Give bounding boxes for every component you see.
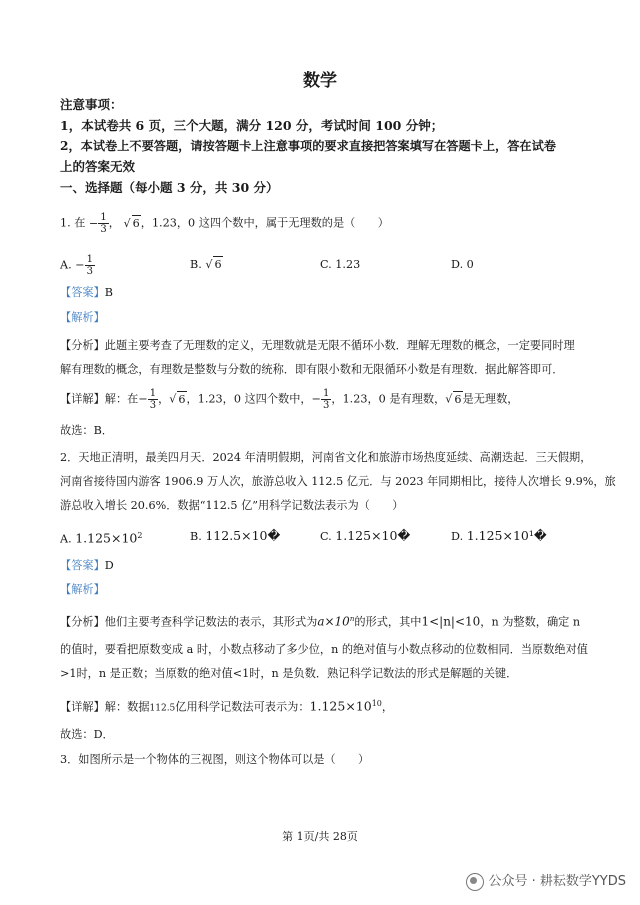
q2-fenxi-line-3: >1时，n 是正数；当原数的绝对值<1时，n 是负数．熟记科学记数法的形式是解题的关键． — [60, 667, 518, 680]
q1-detail-d: 是无理数， — [462, 392, 519, 406]
q2-option-c-value: 1.125×10� — [335, 528, 411, 543]
q2-detail-a: 【详解】解：数据 — [60, 700, 150, 714]
q1-frac-den: 3 — [100, 224, 107, 235]
page-title: 数学 — [303, 71, 337, 91]
q2-analysis-tag: 【解析】 — [60, 583, 105, 596]
q1-sqrt-value: 6 — [132, 216, 140, 230]
watermark — [466, 870, 626, 891]
q2-fenxi-ineq: 1<|n|<10 — [421, 614, 481, 629]
q1-option-a-label: A. — [60, 258, 72, 272]
q1-option-b-label: B. — [190, 258, 202, 271]
q2-option-b-value: 112.5×10� — [205, 528, 281, 543]
q1-detail-num-2: 1 — [323, 388, 330, 399]
q1-fenxi-line-2: 解有理数的概念，有理数是整数与分数的统称．即有限小数和无限循环小数是有理数．据此解答即可． — [60, 363, 564, 376]
q1-fenxi-line-1: 【分析】此题主要考查了无理数的定义，无理数就是无限不循环小数．理解无理数的概念，一定要同时理 — [60, 339, 575, 352]
q2-conclusion: 故选：D． — [60, 728, 114, 741]
q1-prefix: 1. 在 — [60, 216, 86, 230]
notice-heading: 注意事项： — [60, 97, 123, 112]
q1-option-a: A. − $\frac{1}{3}$ — [60, 254, 93, 277]
q2-line-1: 2．天地正清明，最美四月天．2024 年清明假期，河南省文化和旅游市场热度延续、高潮迭起．三天假期， — [60, 451, 592, 464]
q2-fenxi-n: n — [349, 615, 355, 623]
q1-option-d: D. 0 — [451, 258, 474, 271]
q1-detail-den: 3 — [149, 400, 157, 411]
q1-option-a-num: 1 — [86, 254, 93, 265]
q1-detail-num: 1 — [149, 388, 157, 399]
q2-fenxi-line-1 — [60, 612, 580, 630]
q2-option-a-base: 1.125×10 — [75, 530, 138, 546]
q2-fenxi-c: ，n 为整数，确定 n — [480, 615, 581, 629]
watermark-text: 公众号 · 耕耘数学YYDS — [488, 874, 626, 889]
q2-option-a-label: A. — [60, 532, 72, 546]
q1-neg-fraction: − $\frac{1}{3}$ — [88, 212, 107, 235]
notice-item-2-line-2: 上的答案无效 — [60, 159, 136, 174]
q1-detail-b: ，1.23，0 这四个数中， — [186, 392, 312, 406]
q1-detail-sqrt: 6 — [178, 392, 186, 406]
q2-line-2: 河南省接待国内游客 1906.9 万人次，旅游总收入 112.5 亿元．与 2023 年同期相比，接待人次增长 9.9%，旅 — [60, 475, 616, 488]
q1-detail-a: 【详解】解：在 — [60, 392, 139, 406]
q2-answer-value: D — [104, 559, 114, 572]
q2-option-c — [320, 528, 410, 544]
q2-detail-small: 112.5 — [149, 703, 176, 714]
q2-detail-value: 1.125×10 — [309, 698, 372, 714]
q1-detail: 【详解】解：在− $\frac{1}{3}$ ，√ 6，1.23，0 这四个数中，− $\frac{1}{3}$ ，1.23，0 是有理数，√ 6是无理数， — [60, 388, 519, 411]
section-heading: 一、选择题（每小题 3 分，共 30 分） — [60, 180, 279, 195]
page-footer: 第 1页/共 28页 — [282, 830, 358, 843]
q1-rest: ，1.23，0 这四个数中，属于无理数的是（ ） — [140, 216, 389, 230]
q2-option-b — [190, 528, 280, 544]
q2-option-d — [451, 528, 547, 544]
q2-line-3: 游总收入增长 20.6%．数据“112.5 亿”用科学记数法表示为（ ） — [60, 499, 404, 512]
q1-conclusion: 故选：B． — [60, 424, 113, 437]
q3-line-1: 3．如图所示是一个物体的三视图，则这个物体可以是（ ） — [60, 753, 370, 766]
q2-detail-end: ， — [381, 700, 394, 714]
q1-option-c: C. 1.23 — [320, 258, 361, 271]
q1-option-b: B. √ 6 — [190, 258, 222, 271]
q2-option-c-label: C. — [320, 530, 332, 543]
q1-analysis-tag: 【解析】 — [60, 311, 105, 324]
q2-option-a — [60, 528, 142, 547]
q2-detail-exp: 10 — [371, 699, 382, 708]
q2-fenxi-line-2: 的值时，要看把原数变成 a 时，小数点移动了多少位，n 的绝对值与小数点移动的位数相同．当原数绝对值 — [60, 643, 588, 656]
notice-item-2-line-1: 2，本试卷上不要答题，请按答题卡上注意事项的要求直接把答案填写在答题卡上，答在试卷 — [60, 139, 556, 153]
q2-option-d-value: 1.125×10¹� — [466, 528, 547, 543]
q1-frac-num: 1 — [100, 212, 107, 223]
q1-detail-den-2: 3 — [323, 400, 330, 411]
q1-option-a-den: 3 — [86, 266, 93, 277]
q2-detail — [60, 696, 393, 717]
q2-option-b-label: B. — [190, 530, 202, 543]
wechat-icon — [466, 873, 484, 891]
q1-option-b-sqrt: 6 — [214, 258, 222, 271]
q1-detail-sqrt-2: 6 — [454, 392, 462, 406]
q1-answer-value: B — [104, 286, 113, 299]
q2-answer-tag: 【答案】 — [60, 559, 105, 572]
q1-answer-tag: 【答案】 — [60, 286, 105, 299]
q2-option-a-exp: 2 — [137, 531, 143, 540]
q2-fenxi-b: 的形式，其中 — [354, 615, 422, 629]
q1-answer — [60, 285, 113, 300]
notice-item-1: 1，本试卷共 6 页，三个大题，满分 120 分，考试时间 100 分钟； — [60, 118, 444, 133]
q1-detail-c: ，1.23，0 是有理数， — [331, 392, 446, 406]
q2-option-d-label: D. — [451, 530, 464, 543]
q2-answer — [60, 558, 114, 573]
q2-detail-b: 亿用科学记数法可表示为： — [175, 700, 310, 714]
q1-sqrt: √ 6 — [123, 216, 140, 230]
q2-fenxi-form: a×10 — [317, 614, 350, 629]
q1-stem: 1. 在 − $\frac{1}{3}$ ， √ 6，1.23，0 这四个数中，属于无理数的是（ ） — [60, 212, 389, 235]
q2-fenxi-a: 【分析】他们主要考查科学记数法的表示，其形式为 — [60, 615, 318, 629]
